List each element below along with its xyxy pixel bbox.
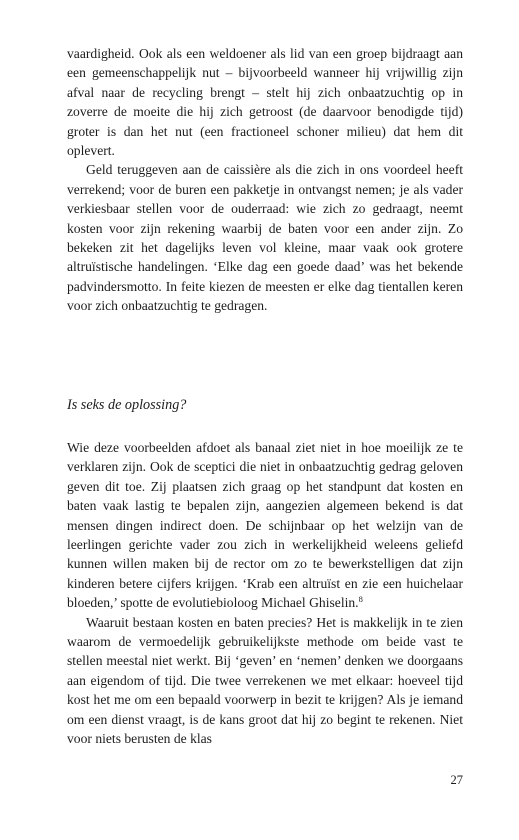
paragraph-continuation: vaardigheid. Ook als een weldoener als lid van een groep bijdraagt aan een gemeenschappelijk nut – bijvoorbeeld wanneer hij vrijwillig zijn afval naar de recycling brengt – stelt hij zich onbaatzuchtig op in zoverre de moeite die hij zich getroost (de daarvoor benodigde tijd) groter is dan het nut (een fractioneel schoner milieu) dat hem dit oplevert. bbox=[67, 46, 463, 159]
paragraph-costs-benefits: Waaruit bestaan kosten en baten precies? Het is makkelijk in te zien waarom de vermoedelijk gebruikelijkste methode om beide vast te stellen meestal niet werkt. Bij ‘geven’ en ‘nemen’ denken we doorgaans aan eigendom of tijd. Die twee verrekenen we met elkaar: hoeveel tijd kost het me om een bepaald voorwerp in bezit te krijgen? Als je iemand om een dienst vraagt, is de kans groot dat hij zo begint te rekenen. Niet voor niets berusten de klas bbox=[67, 614, 463, 747]
body-text-section-2 bbox=[67, 438, 463, 749]
section-heading: Is seks de oplossing? bbox=[67, 397, 187, 413]
body-text-section-1 bbox=[67, 44, 463, 316]
footnote-reference: 8 bbox=[358, 594, 363, 605]
paragraph-altruistic-acts: Geld teruggeven aan de caissière als die zich in ons voordeel heeft verrekend; voor de buren een pakketje in ontvangst nemen; je als vader verkiesbaar stellen voor de ouderraad: wie zich zo gedraagt, neemt kosten voor zijn rekening waarbij de baten voor een ander zijn. Zo bekeken zit het dagelijks leven vol kleine, maar vaak ook grotere altruïstische handelingen. ‘Elke dag een goede daad’ was het bekende padvindersmotto. In feite kiezen de meesten er elke dag tientallen keren voor zich onbaatzuchtig te gedragen. bbox=[67, 162, 463, 314]
paragraph-sceptics bbox=[67, 438, 463, 613]
paragraph-sceptics-text: Wie deze voorbeelden afdoet als banaal ziet niet in hoe moeilijk ze te verklaren zijn. Ook de sceptici die niet in onbaatzuchtig gedrag geloven geven dit toe. Zij plaatsen zich graag op het standpunt dat kosten en baten vaak lastig te bepalen zijn, aangezien algemeen bekend is dat mensen dingen indirect doen. De schijnbaar op het welzijn van de leerlingen gerichte vader zou zich in werkelijkheid weleens geliefd kunnen willen maken bij de rector om zo te bewerkstelligen dat zijn kinderen betere cijfers krijgen. ‘Krab een altruïst en zie een huichelaar bloeden,’ spotte de evolutiebioloog Michael Ghiselin. bbox=[67, 440, 463, 611]
page-number: 27 bbox=[450, 773, 463, 787]
